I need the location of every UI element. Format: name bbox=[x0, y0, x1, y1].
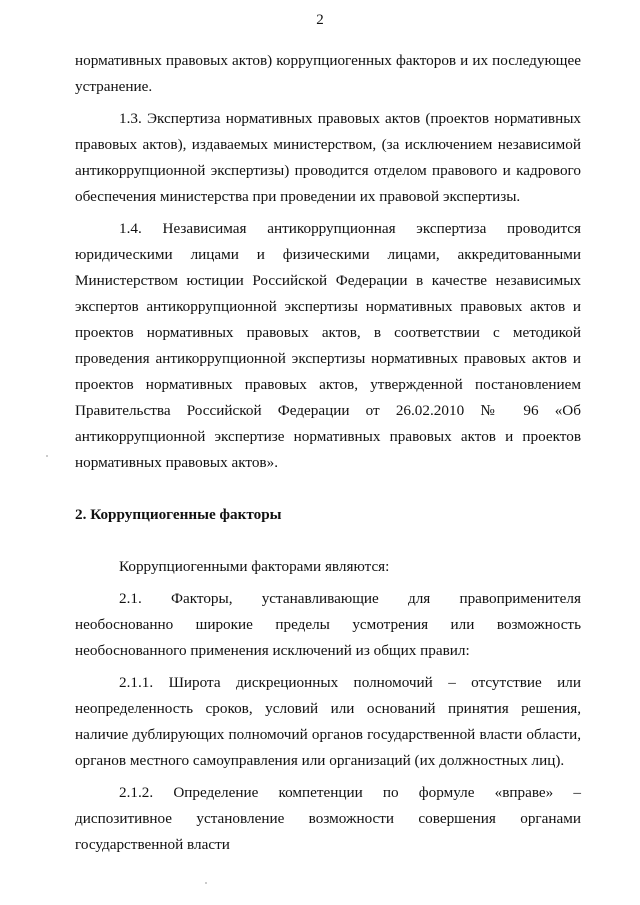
paragraph-2-1-2: 2.1.2. Определение компетенции по формуле «вправе» – диспозитивное установление возможности совершения органами государственной власти bbox=[75, 784, 581, 853]
page-number: 2 bbox=[316, 12, 324, 28]
paragraph-2-1: 2.1. Факторы, устанавливающие для правоприменителя необоснованно широкие пределы усмотрения или возможность необоснованного применения исключений из общих правил: bbox=[75, 590, 581, 659]
scan-speck bbox=[205, 882, 207, 884]
section-heading: 2. Коррупциогенные факторы bbox=[75, 506, 282, 523]
paragraph-intro: Коррупциогенными факторами являются: bbox=[119, 558, 390, 575]
paragraph-2-1-1: 2.1.1. Широта дискреционных полномочий – отсутствие или неопределенность сроков, условий или оснований принятия решения, наличие дублирующих полномочий органов государственной власти области, органов местного самоуправления или организаций (их должностных лиц). bbox=[75, 674, 581, 769]
scan-speck bbox=[46, 455, 48, 457]
paragraph-continuation: нормативных правовых актов) коррупциогенных факторов и их последующее устранение. bbox=[75, 52, 581, 95]
paragraph-1-3: 1.3. Экспертиза нормативных правовых актов (проектов нормативных правовых актов), издаваемых министерством, (за исключением независимой антикоррупционной экспертизы) проводится отделом правового и кадрового обеспечения министерства при проведении их правовой экспертизы. bbox=[75, 110, 581, 205]
paragraph-1-4: 1.4. Независимая антикоррупционная экспертиза проводится юридическими лицами и физическими лицами, аккредитованными Министерством юстиции Российской Федерации в качестве независимых экспертов антикоррупционной экспертизы нормативных правовых актов и проектов нормативных правовых актов, в соответствии с методикой проведения антикоррупционной экспертизы нормативных правовых актов и проектов нормативных правовых актов, утвержденной постановлением Правительства Российской Федерации от 26.02.2010 № 96 «Об антикоррупционной экспертизе нормативных правовых актов и проектов нормативных правовых актов». bbox=[75, 220, 581, 471]
document-body bbox=[75, 48, 581, 858]
